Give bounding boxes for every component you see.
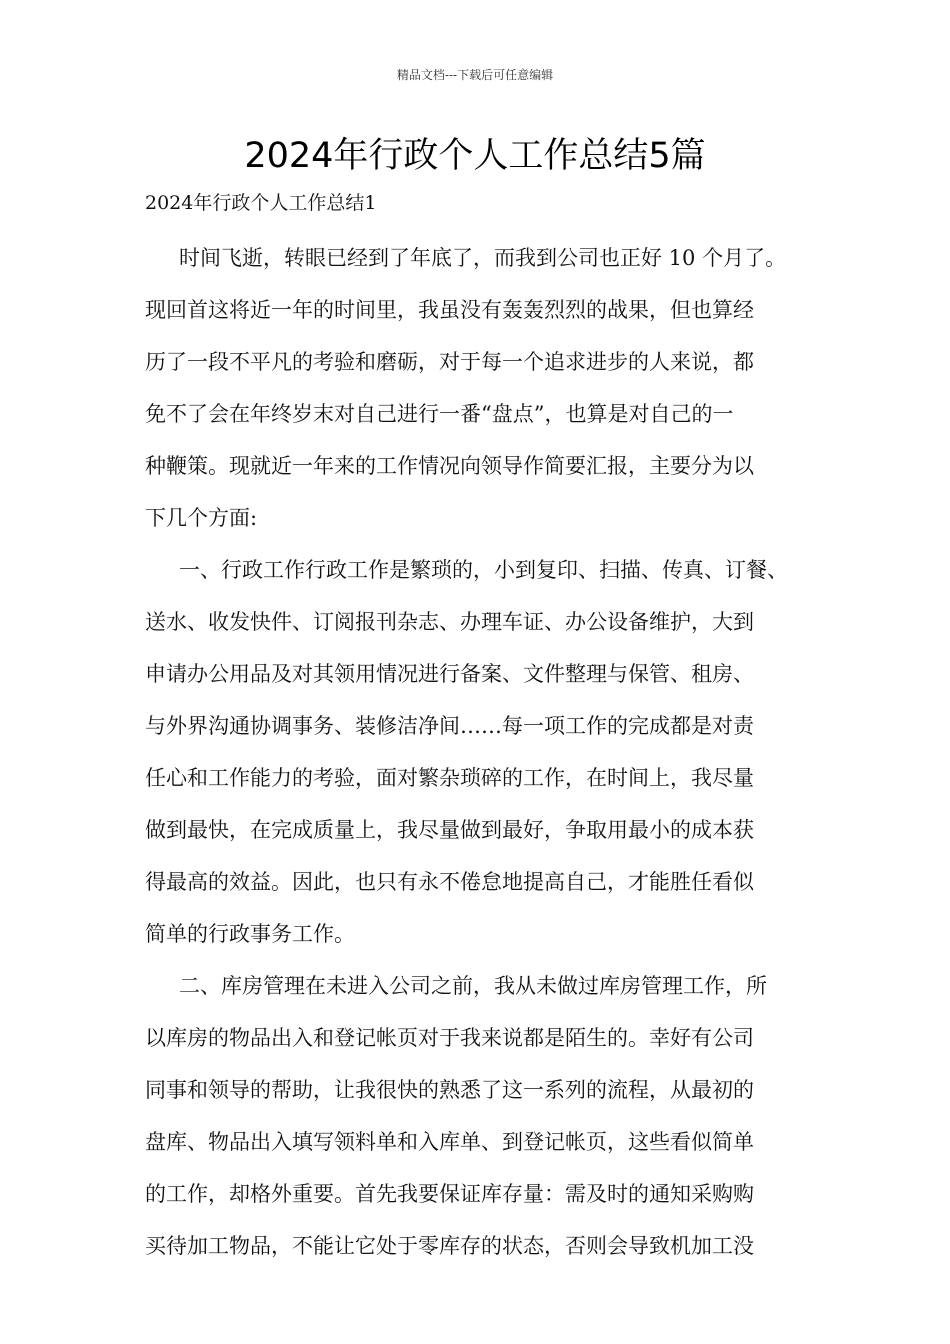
text-line: 种鞭策。现就近一年来的工作情况向领导作简要汇报，主要分为以 [145,454,754,478]
document-body [145,232,835,1272]
text-line: 买待加工物品，不能让它处于零库存的状态，否则会导致机加工没 [145,1234,754,1258]
text-line: 任心和工作能力的考验，面对繁杂琐碎的工作，在时间上，我尽量 [145,766,754,790]
text-line: 下几个方面: [145,506,258,530]
text-line: 时间飞逝，转眼已经到了年底了，而我到公司也正好 10 个月了。 [179,246,787,270]
text-line: 免不了会在年终岁末对自己进行一番“盘点”，也算是对自己的一 [145,402,734,426]
text-line: 二、库房管理在未进入公司之前，我从未做过库房管理工作，所 [179,974,767,998]
text-line: 与外界沟通协调事务、装修洁净间……每一项工作的完成都是对责 [145,714,754,738]
section-heading: 2024年行政个人工作总结1 [145,192,377,214]
text-line: 送水、收发快件、订阅报刊杂志、办理车证、办公设备维护，大到 [145,610,754,634]
paragraph-1 [145,232,835,544]
text-line: 以库房的物品出入和登记帐页对于我来说都是陌生的。幸好有公司 [145,1026,754,1050]
paragraph-3 [145,960,835,1272]
text-line: 的工作，却格外重要。首先我要保证库存量：需及时的通知采购购 [145,1182,754,1206]
text-line: 做到最快，在完成质量上，我尽量做到最好，争取用最小的成本获 [145,818,754,842]
text-line: 简单的行政事务工作。 [145,922,355,946]
page-header: 精品文档---下载后可任意编辑 [396,68,554,82]
paragraph-2 [145,544,835,960]
text-line: 申请办公用品及对其领用情况进行备案、文件整理与保管、租房、 [145,662,754,686]
text-line: 盘库、物品出入填写领料单和入库单、到登记帐页，这些看似简单 [145,1130,754,1154]
text-line: 一、行政工作行政工作是繁琐的，小到复印、扫描、传真、订餐、 [179,558,788,582]
text-line: 现回首这将近一年的时间里，我虽没有轰轰烈烈的战果，但也算经 [145,298,754,322]
text-line: 同事和领导的帮助，让我很快的熟悉了这一系列的流程，从最初的 [145,1078,754,1102]
text-line: 历了一段不平凡的考验和磨砺，对于每一个追求进步的人来说，都 [145,350,754,374]
text-line: 得最高的效益。因此，也只有永不倦怠地提高自己，才能胜任看似 [145,870,754,894]
document-title: 2024年行政个人工作总结5篇 [244,136,706,176]
